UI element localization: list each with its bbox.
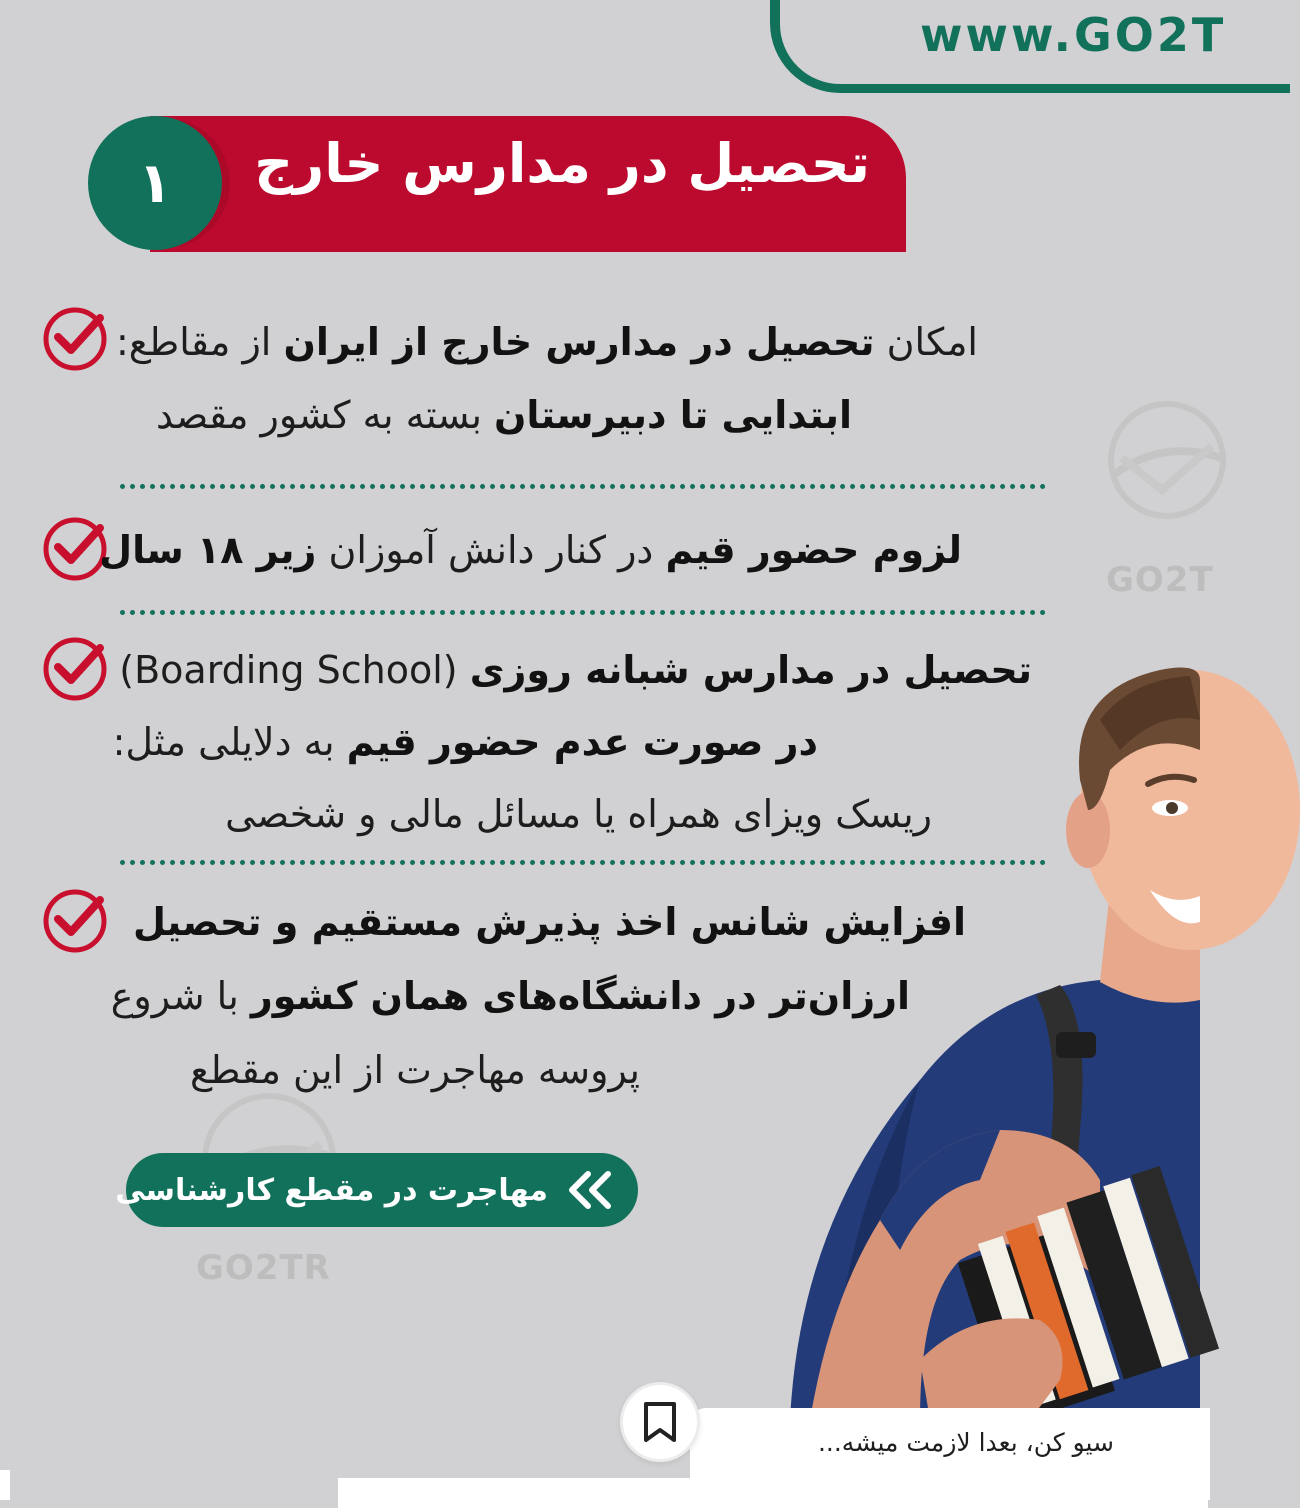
item-3-line-2 <box>113 712 818 772</box>
text-run: در کنار دانش آموزان <box>316 528 666 572</box>
text-run: پروسه مهاجرت از این مقطع <box>189 1048 640 1092</box>
divider <box>120 484 1046 489</box>
check-circle-icon <box>42 888 108 954</box>
check-circle-icon <box>42 516 108 582</box>
bold-text-run: لزوم حضور قیم <box>665 528 962 572</box>
text-run: بسته به کشور مقصد <box>155 393 494 437</box>
divider <box>120 610 1046 615</box>
bottom-strip-left <box>0 1470 10 1500</box>
cta-label: مهاجرت در مقطع کارشناسی <box>115 1172 548 1208</box>
text-run: ریسک ویزای همراه یا مسائل مالی و شخصی <box>225 792 932 836</box>
page-title: تحصیل در مدارس خارج <box>254 132 870 195</box>
text-run: به دلایلی مثل: <box>112 720 347 764</box>
text-run: از مقاطع: <box>115 320 284 364</box>
bold-text-run: زیر ۱۸ سال <box>99 528 317 572</box>
watermark-logo-icon <box>1092 398 1232 528</box>
bookmark-icon <box>640 1400 680 1444</box>
text-run: امکان <box>874 320 978 364</box>
item-2-line-1 <box>99 520 962 580</box>
section-number-badge: ۱ <box>88 116 222 250</box>
bold-text-run: تحصیل در مدارس شبانه روزی <box>469 648 1032 692</box>
bold-text-run: در صورت عدم حضور قیم <box>346 720 818 764</box>
text-run: با شروع <box>110 974 251 1018</box>
cta-button[interactable] <box>115 1153 638 1227</box>
text-run: (Boarding School) <box>119 648 470 692</box>
check-circle-icon <box>42 306 108 372</box>
bold-text-run: تحصیل در مدارس خارج از ایران <box>283 320 875 364</box>
bold-text-run: ارزان‌تر در دانشگاه‌های همان کشور <box>250 974 910 1018</box>
watermark-text-right: GO2T <box>1106 560 1214 600</box>
save-caption: سیو کن، بعدا لازمت میشه... <box>817 1428 1114 1457</box>
item-1-line-1 <box>116 312 978 372</box>
double-chevron-left-icon <box>562 1170 616 1210</box>
website-url[interactable]: www.GO2T <box>920 8 1227 62</box>
student-photo <box>770 660 1200 1420</box>
check-circle-icon <box>42 636 108 702</box>
bold-text-run: ابتدایی تا دبیرستان <box>494 393 852 437</box>
save-button[interactable] <box>620 1382 700 1462</box>
item-1-line-2 <box>156 385 852 445</box>
bold-text-run: افزایش شانس اخذ پذیرش مستقیم و تحصیل <box>133 900 966 944</box>
watermark-text-bottom: GO2TR <box>196 1248 331 1288</box>
